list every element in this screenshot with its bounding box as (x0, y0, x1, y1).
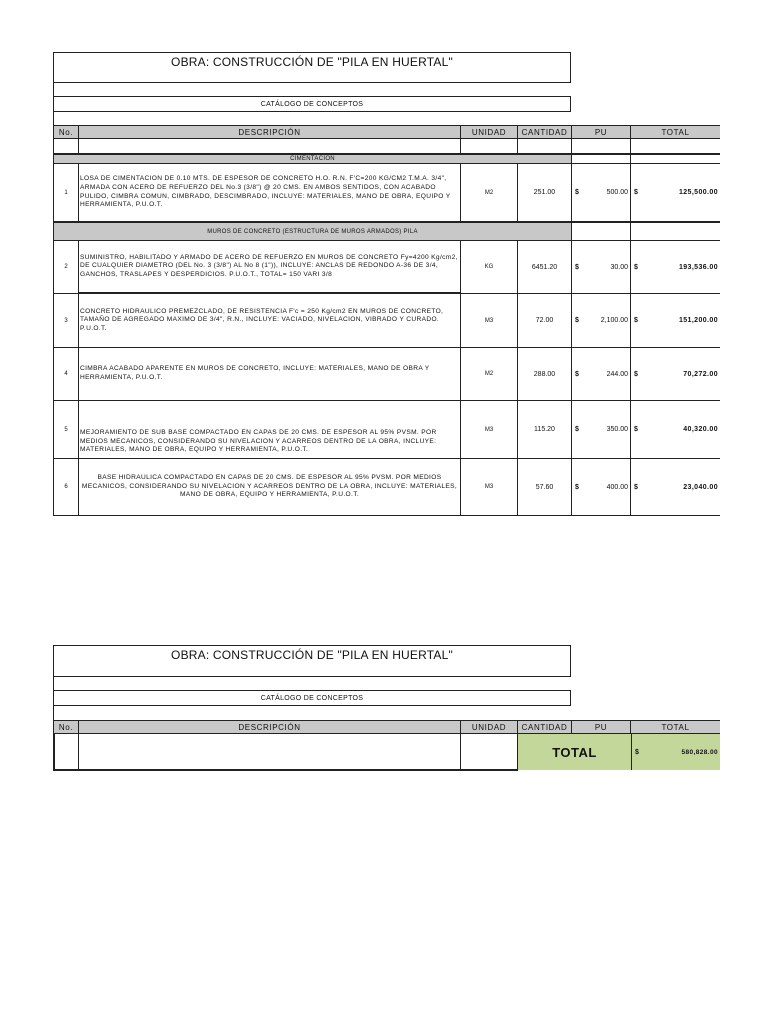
row-description (78, 458, 461, 516)
row-quantity: 251.00 (517, 163, 572, 222)
section-label: CIMENTACION (290, 156, 335, 162)
currency-sign: $ (575, 370, 579, 378)
col-header-description: DESCRIPCIÓN (78, 125, 461, 139)
col-header-unit: UNIDAD (460, 720, 518, 734)
unit-price-value: 500.00 (606, 189, 628, 196)
row-description (78, 400, 461, 459)
empty-cell (78, 138, 461, 154)
grand-total-value: 580,828.00 (681, 748, 718, 756)
catalog-title: CATÁLOGO DE CONCEPTOS (260, 100, 364, 108)
row-quantity: 288.00 (517, 347, 572, 401)
row-total (630, 347, 720, 401)
grand-total-label: TOTAL (552, 744, 597, 760)
spacer-line (53, 706, 54, 720)
row-number: 2 (53, 240, 79, 294)
row-unit-price (571, 293, 631, 348)
section-header-muros (53, 222, 572, 241)
project-title: OBRA: CONSTRUCCIÓN DE "PILA EN HUERTAL" (171, 55, 453, 69)
section-label: MUROS DE CONCRETO (ESTRUCTURA DE MUROS ARMADOS) PILA (207, 228, 418, 235)
project-title-box (53, 52, 571, 83)
currency-sign: $ (634, 483, 638, 491)
row-unit: M3 (460, 400, 518, 459)
row-unit: M3 (460, 458, 518, 516)
row-description-text: CIMBRA ACABADO APARENTE EN MUROS DE CONCRETO, INCLUYE: MATERIALES, MANO DE OBRA Y HERRAMIENTA, P.U.O.T. (80, 365, 430, 381)
currency-sign: $ (575, 189, 579, 196)
row-total (630, 400, 720, 459)
row-description-text: BASE HIDRAULICA COMPACTADO EN CAPAS DE 20 CMS. DE ESPESOR AL 95% PVSM. POR MEDIOS MECANICOS, CONSIDERANDO SU NIVELACION Y ACARREOS DENTRO DE LA OBRA, INCLUYE: MATERIALES, MANO DE OBRA, EQUIPO Y HERRAMIENTA, P.U.O.T. (81, 474, 458, 499)
row-description (78, 293, 461, 348)
row-quantity: 57.60 (517, 458, 572, 516)
unit-price-value: 2,100.00 (600, 317, 628, 324)
col-header-unit-price: PU (571, 125, 631, 139)
empty-cell (630, 138, 720, 154)
row-description-text: SUMINISTRO, HABILITADO Y ARMADO DE ACERO DE REFUERZO EN MUROS DE CONCRETO Fy=4200 Kg/cm2, DE CUALQUIER DIAMETRO (DEL No. 3 (3/8") AL No 8 (1")), INCLUYE: ANCLAS DE REDONDO A-36 DE 3/4, GANCHOS, TRASLAPES Y DESPERDICIOS. P.U.O.T., TOTAL= 150 VARI 3/8 (80, 253, 458, 278)
summary-catalog-box (53, 690, 571, 706)
currency-sign: $ (575, 317, 579, 324)
summary-catalog-title: CATÁLOGO DE CONCEPTOS (260, 694, 364, 702)
catalog-title-box (53, 96, 571, 112)
summary-title-box (53, 645, 571, 677)
col-header-quantity: CANTIDAD (517, 720, 572, 734)
row-description-text: CONCRETO HIDRAULICO PREMEZCLADO, DE RESISTENCIA F'c = 250 Kg/cm2 EN MUROS DE CONCRETO, TAMAÑO DE AGREGADO MAXIMO DE 3/4", R.N., INCLUYE: VACIADO, NIVELACION, VIBRADO Y CURADO. P.U.O.T. (80, 307, 444, 332)
currency-sign: $ (634, 263, 638, 271)
grand-total-label-cell (518, 734, 631, 770)
row-description (78, 163, 461, 222)
row-unit-price (571, 458, 631, 516)
unit-price-value: 350.00 (606, 426, 628, 433)
col-header-no: No. (53, 125, 79, 139)
col-header-no: No. (53, 720, 79, 734)
row-total (630, 163, 720, 222)
spacer-line (53, 677, 54, 690)
empty-cell (517, 138, 572, 154)
row-number: 5 (53, 400, 79, 459)
col-header-unit: UNIDAD (460, 125, 518, 139)
total-value: 23,040.00 (683, 483, 718, 491)
currency-sign: $ (634, 426, 638, 433)
currency-sign: $ (575, 263, 579, 271)
row-total (630, 458, 720, 516)
unit-price-value: 244.00 (606, 370, 628, 378)
empty-cell (53, 733, 79, 771)
empty-cell (571, 138, 631, 154)
col-header-quantity: CANTIDAD (517, 125, 572, 139)
total-value: 125,500.00 (678, 189, 718, 196)
col-header-total: TOTAL (630, 125, 720, 139)
section-header-cell (630, 222, 720, 241)
row-quantity: 6451.20 (517, 240, 572, 294)
currency-sign: $ (634, 317, 638, 324)
row-unit: M3 (460, 293, 518, 348)
total-value: 70,272.00 (683, 370, 718, 378)
row-number: 4 (53, 347, 79, 401)
row-total (630, 240, 720, 294)
row-unit-price (571, 347, 631, 401)
row-unit-price (571, 400, 631, 459)
summary-title: OBRA: CONSTRUCCIÓN DE "PILA EN HUERTAL" (171, 648, 453, 662)
total-value: 193,536.00 (678, 263, 718, 271)
row-total (630, 293, 720, 348)
row-unit: M2 (460, 347, 518, 401)
row-description (78, 240, 461, 294)
spacer-line (53, 83, 54, 96)
row-unit-price (571, 240, 631, 294)
grand-total-cell (631, 734, 720, 770)
unit-price-value: 30.00 (610, 263, 628, 271)
col-header-unit-price: PU (571, 720, 631, 734)
total-value: 40,320.00 (683, 426, 718, 433)
row-description (78, 347, 461, 401)
row-quantity: 115.20 (517, 400, 572, 459)
row-description-text: LOSA DE CIMENTACION DE 0.10 MTS. DE ESPESOR DE CONCRETO H.O. R.N. F'C=200 KG/CM2 T.M.A. 3/4", ARMADA CON ACERO DE REFUERZO DEL No.3 (3/8") @ 20 CMS. EN AMBOS SENTIDOS, CON ACABADO PULIDO, CIMBRA COMUN, CIMBRADO, DESCIMBRADO, INCLUYE: MATERIALES, MANO DE OBRA, EQUIPO Y HERRAMIENTA, P.U.O.T. (80, 175, 451, 209)
total-value: 151,200.00 (678, 317, 718, 324)
empty-cell (78, 733, 461, 771)
row-unit-price (571, 163, 631, 222)
row-description-text: MEJORAMIENTO DE SUB BASE COMPACTADO EN CAPAS DE 20 CMS. DE ESPESOR AL 95% PVSM. POR MEDIOS MECANICOS, CONSIDERANDO SU NIVELACION Y ACARREOS DENTRO DE LA OBRA, INCLUYE: MATERIALES, MANO DE OBRA, EQUIPO Y HERRAMIENTA, P.U.O.T. (80, 429, 437, 454)
currency-sign: $ (575, 483, 579, 491)
empty-cell (460, 138, 518, 154)
unit-price-value: 400.00 (606, 483, 628, 491)
currency-sign: $ (634, 189, 638, 196)
row-quantity: 72.00 (517, 293, 572, 348)
row-unit: KG (460, 240, 518, 294)
spacer-line (53, 112, 54, 125)
currency-sign: $ (575, 426, 579, 433)
row-unit: M2 (460, 163, 518, 222)
col-header-description: DESCRIPCIÓN (78, 720, 461, 734)
row-number: 1 (53, 163, 79, 222)
row-number: 3 (53, 293, 79, 348)
currency-sign: $ (635, 748, 639, 756)
section-header-cell (571, 222, 631, 241)
empty-cell (460, 733, 518, 771)
currency-sign: $ (634, 370, 638, 378)
col-header-total: TOTAL (630, 720, 720, 734)
empty-cell (53, 138, 79, 154)
row-number: 6 (53, 458, 79, 516)
